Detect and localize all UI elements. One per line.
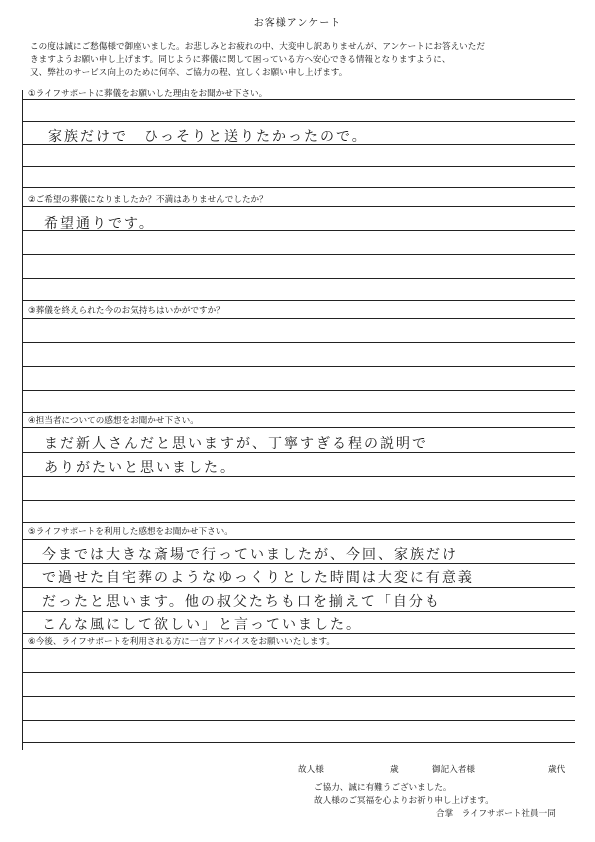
rule (22, 99, 575, 100)
intro-line: きますようお願い申し上げます。同じように葬儀に関して困っている方へ安心できる情報となりますように、 (30, 55, 451, 65)
rule (22, 318, 575, 319)
rule (22, 206, 575, 207)
answer-2-line-1: 希望通りです。 (44, 216, 155, 232)
thanks-text: ご協力、誠に有難うございました。 (314, 783, 452, 793)
answer-5-line-3: だったと思います。他の叔父たちも口を揃えて「自分も (42, 594, 441, 610)
rule (22, 412, 575, 413)
prayer-text: 故人様のご冥福を心よりお祈り申し上げます。 (314, 796, 494, 806)
intro-line: この度は誠にご愁傷様で御座いました。お悲しみとお疲れの中、大変申し訳ありませんが、アンケートにお答えいただ (30, 42, 485, 52)
age-range-label: 歳代 (548, 765, 566, 775)
answer-1-line-1: 家族だけで ひっそりと送りたかったので。 (48, 129, 368, 145)
answer-5-line-2: で過せた自宅葬のようなゆっくりとした時間は大変に有意義 (42, 570, 474, 586)
answer-5-line-1: 今までは大きな斎場で行っていましたが、今回、家族だけ (42, 547, 458, 563)
rule (22, 696, 575, 697)
rule (22, 742, 575, 743)
intro-line: 又、弊社のサービス向上のために何卒、ご協力の程、宜しくお願い申し上げます。 (30, 68, 348, 78)
rule (22, 522, 575, 523)
answer-5-line-4: こんな風にして欲しい」と言っていました。 (42, 617, 362, 633)
intro-text (30, 41, 575, 80)
rule (22, 587, 575, 588)
question-2-label: ②ご希望の葬儀になりましたか？不満はありませんでしたか？ (28, 195, 268, 205)
signature-text: 合掌 ライフサポート社員一同 (436, 809, 556, 819)
rule (22, 166, 575, 167)
rule (22, 300, 575, 301)
writer-label: 御記入者様 (432, 765, 475, 775)
rule (22, 539, 575, 540)
rule (22, 278, 575, 279)
rule (22, 121, 575, 122)
question-1-label: ①ライフサポートに葬儀をお願いした理由をお聞かせ下さい。 (28, 89, 268, 99)
question-5-label: ⑤ライフサポートを利用した感想をお聞かせ下さい。 (28, 527, 233, 537)
rule (22, 366, 575, 367)
question-6-label: ⑥今後、ライフサポートを利用される方に一言アドバイスをお願いいたします。 (28, 637, 336, 647)
page-title: お客様アンケート (253, 18, 342, 29)
rule (22, 427, 575, 428)
rule (22, 720, 575, 721)
age-label: 歳 (390, 765, 399, 775)
rule (22, 254, 575, 255)
answer-4-line-1: まだ新人さんだと思いますが、丁寧すぎる程の説明で (44, 436, 428, 452)
rule (22, 500, 575, 501)
question-3-label: ③葬儀を終えられた今のお気持ちはいかがですか？ (28, 306, 225, 316)
rule (22, 187, 575, 188)
rule (22, 672, 575, 673)
rule (22, 611, 575, 612)
rule (22, 648, 575, 649)
rule (22, 390, 575, 391)
rule (22, 342, 575, 343)
deceased-label: 故人様 (298, 765, 324, 775)
question-4-label: ④担当者についての感想をお聞かせ下さい。 (28, 416, 199, 426)
answer-4-line-2: ありがたいと思いました。 (44, 460, 236, 476)
form-border-left (22, 90, 23, 750)
